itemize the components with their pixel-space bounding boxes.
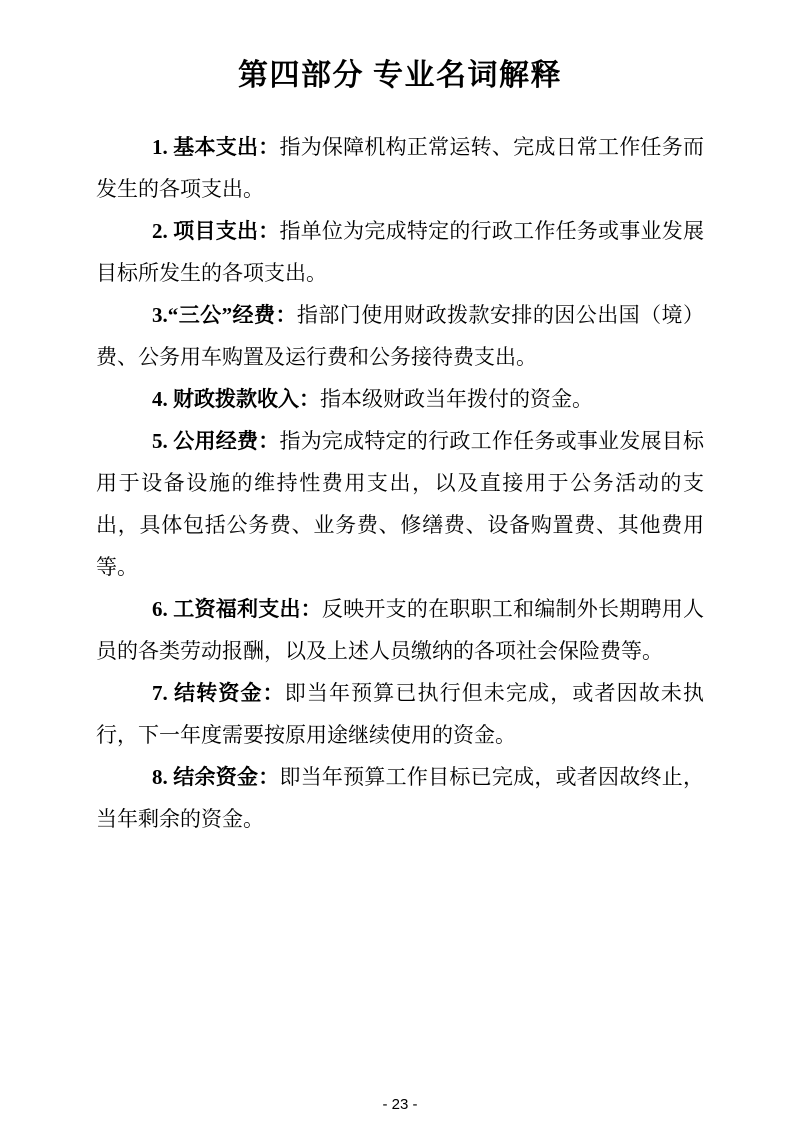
term-definition: 指为完成特定的行政工作任务或事业发展目标用于设备设施的维持性费用支出，以及直接用于公务活动的支出，具体包括公务费、业务费、修缮费、设备购置费、其他费用等。 — [96, 429, 705, 579]
term-label: 5. 公用经费： — [152, 429, 280, 453]
term-label: 7. 结转资金： — [152, 681, 285, 705]
term-definition: 即当年预算工作目标已完成，或者因故终止，当年剩余的资金。 — [96, 765, 705, 831]
page-title: 第四部分 专业名词解释 — [238, 59, 562, 92]
term-paragraph — [96, 210, 704, 294]
term-label: 3.“三公”经费： — [152, 303, 297, 327]
term-definition: 指为保障机构正常运转、完成日常工作任务而发生的各项支出。 — [96, 135, 705, 201]
term-label: 2. 项目支出： — [152, 219, 280, 243]
term-definition: 反映开支的在职职工和编制外长期聘用人员的各类劳动报酬，以及上述人员缴纳的各项社会保险费等。 — [96, 597, 705, 663]
term-definition: 指部门使用财政拨款安排的因公出国（境）费、公务用车购置及运行费和公务接待费支出。 — [96, 303, 705, 369]
term-paragraph — [96, 588, 704, 672]
term-paragraph — [96, 756, 704, 840]
document-body — [96, 126, 704, 840]
term-label: 6. 工资福利支出： — [152, 597, 322, 621]
term-paragraph — [96, 294, 704, 378]
term-definition: 指单位为完成特定的行政工作任务或事业发展目标所发生的各项支出。 — [96, 219, 705, 285]
term-paragraph — [96, 672, 704, 756]
term-paragraph — [96, 420, 704, 588]
term-label: 4. 财政拨款收入： — [152, 387, 320, 411]
page-number: - 23 - — [382, 1096, 418, 1113]
term-definition: 指本级财政当年拨付的资金。 — [320, 387, 593, 411]
term-label: 1. 基本支出： — [152, 135, 280, 159]
term-paragraph — [96, 378, 704, 420]
term-definition: 即当年预算已执行但未完成，或者因故未执行，下一年度需要按原用途继续使用的资金。 — [96, 681, 704, 747]
term-paragraph — [96, 126, 704, 210]
term-label: 8. 结余资金： — [152, 765, 280, 789]
